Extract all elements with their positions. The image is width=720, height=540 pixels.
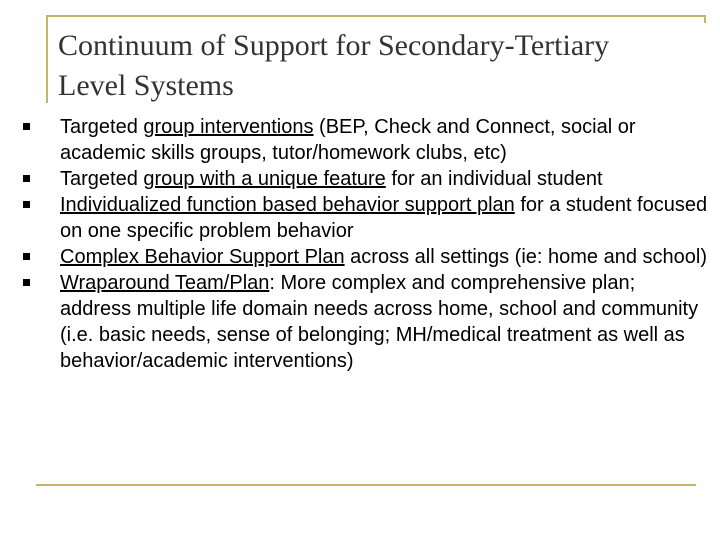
slide-title: Continuum of Support for Secondary-Tertiary Level Systems xyxy=(58,29,610,102)
bullet-text-post: for an individual student xyxy=(385,168,603,190)
bullet-text-pre: Targeted xyxy=(60,116,144,138)
bullet-text-post: for a student focused on one specific problem behavior xyxy=(60,194,708,242)
bullet-text-underlined: Individualized function based behavior support plan xyxy=(60,194,515,216)
bullet-text-post: : More complex and comprehensive plan; address multiple life domain needs across home, school and community (i.e. basic needs, sense of belonging; MH/medical treatment as well as behavior/academic interventions) xyxy=(60,272,699,372)
bullet-item xyxy=(18,114,708,166)
bullet-text-pre: Targeted xyxy=(60,168,144,190)
square-bullet-icon xyxy=(23,175,30,182)
bullet-list xyxy=(18,114,708,374)
bullet-item xyxy=(18,166,708,192)
square-bullet-icon xyxy=(23,253,30,260)
bullet-item xyxy=(18,192,708,244)
bullet-text-post: (BEP, Check and Connect, social or academic skills groups, tutor/homework clubs, etc) xyxy=(60,116,636,164)
square-bullet-icon xyxy=(23,279,30,286)
bullet-text-underlined: Complex Behavior Support Plan xyxy=(60,246,345,268)
bottom-rule xyxy=(36,484,696,486)
bullet-text-post: across all settings (ie: home and school) xyxy=(344,246,708,268)
top-right-tick xyxy=(704,15,706,23)
bullet-text-underlined: group with a unique feature xyxy=(143,168,386,190)
bullet-text-underlined: Wraparound Team/Plan xyxy=(60,272,270,294)
title-side-rule xyxy=(46,15,48,103)
square-bullet-icon xyxy=(23,123,30,130)
square-bullet-icon xyxy=(23,201,30,208)
bullet-item xyxy=(18,270,708,374)
bullet-item xyxy=(18,244,708,270)
top-rule xyxy=(46,15,706,17)
bullet-text-underlined: group interventions xyxy=(143,116,314,138)
